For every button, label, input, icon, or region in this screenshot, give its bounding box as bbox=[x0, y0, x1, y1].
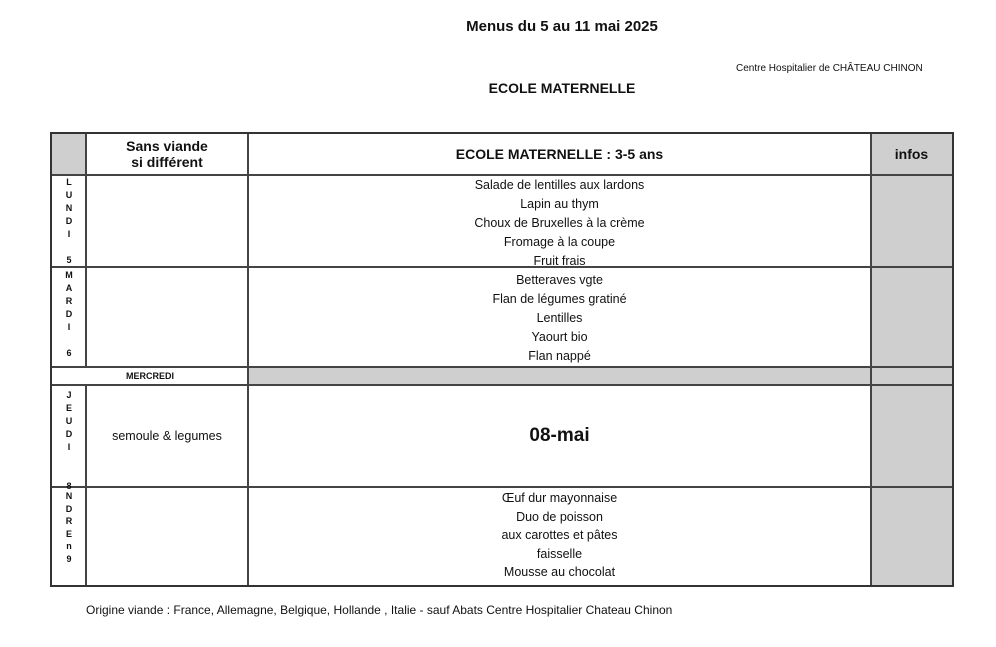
day-letter: D bbox=[65, 429, 73, 439]
day-letter: N bbox=[65, 491, 73, 501]
day-letter: R bbox=[65, 516, 73, 526]
header-infos: infos bbox=[894, 146, 929, 162]
day-letter: A bbox=[65, 283, 73, 293]
menu-item: Flan de légumes gratiné bbox=[492, 292, 627, 306]
menu-item: Flan nappé bbox=[528, 349, 591, 363]
day-number: 5 bbox=[66, 255, 72, 265]
day-letter: D bbox=[65, 503, 73, 514]
menu-item: Fromage à la coupe bbox=[503, 235, 616, 249]
day-letter: E bbox=[65, 528, 72, 539]
vendredi-alt bbox=[86, 488, 248, 585]
day-letter: M bbox=[65, 270, 73, 280]
vendredi-menu bbox=[248, 489, 871, 582]
day-number: 9 bbox=[66, 553, 72, 564]
mardi-alt bbox=[86, 268, 248, 366]
page-title: Menus du 5 au 11 mai 2025 bbox=[466, 18, 658, 35]
mercredi-grey-bar bbox=[248, 368, 871, 384]
mardi-menu bbox=[248, 271, 871, 366]
day-number: 8 bbox=[66, 481, 72, 491]
menu-item: Mousse au chocolat bbox=[503, 565, 616, 579]
day-lundi bbox=[52, 176, 86, 267]
header-main: ECOLE MATERNELLE : 3-5 ans bbox=[455, 146, 664, 162]
menu-item: aux carottes et pâtes bbox=[501, 528, 618, 542]
day-letter: I bbox=[67, 442, 71, 452]
day-letter: U bbox=[65, 416, 73, 426]
day-letter: I bbox=[67, 229, 71, 239]
menu-item: Œuf dur mayonnaise bbox=[501, 491, 618, 505]
menu-item: Duo de poisson bbox=[516, 509, 603, 524]
header-corner bbox=[52, 134, 86, 174]
day-letter: L bbox=[66, 177, 72, 187]
header-sans-viande: Sans viande si différent bbox=[126, 138, 208, 170]
day-mardi bbox=[52, 269, 86, 360]
menu-item: Lapin au thym bbox=[520, 197, 599, 211]
day-jeudi bbox=[52, 389, 86, 493]
jeudi-alt: semoule & legumes bbox=[112, 429, 222, 443]
menu-item: Salade de lentilles aux lardons bbox=[474, 178, 645, 192]
menu-table bbox=[50, 132, 954, 587]
day-letter: I bbox=[67, 322, 71, 332]
day-vendredi bbox=[52, 490, 86, 565]
lundi-alt bbox=[86, 176, 248, 266]
jeudi-main: 08-mai bbox=[529, 425, 590, 446]
day-letter: D bbox=[65, 309, 73, 319]
infos-column-bg bbox=[871, 174, 952, 585]
section-title: ECOLE MATERNELLE bbox=[488, 80, 636, 96]
hospital-name: Centre Hospitalier de CHÂTEAU CHINON bbox=[736, 63, 923, 74]
day-mercredi: MERCREDI bbox=[125, 371, 174, 381]
day-letter: R bbox=[65, 296, 73, 306]
menu-item: Fruit frais bbox=[533, 254, 586, 268]
day-number: 6 bbox=[66, 348, 72, 358]
day-letter: E bbox=[65, 403, 72, 413]
menu-item: faisselle bbox=[536, 546, 583, 561]
menu-item: Choux de Bruxelles à la crème bbox=[474, 216, 645, 230]
day-letter: N bbox=[65, 203, 73, 213]
lundi-menu bbox=[248, 176, 871, 271]
menu-item: Betteraves vgte bbox=[516, 273, 603, 287]
menu-item: Yaourt bio bbox=[531, 330, 588, 344]
day-letter: U bbox=[65, 190, 73, 200]
day-letter: J bbox=[66, 390, 72, 400]
meat-origin-note: Origine viande : France, Allemagne, Belgique, Hollande , Italie - sauf Abats Centre Hospitalier Chateau Chinon bbox=[86, 603, 673, 617]
col-divider bbox=[247, 134, 249, 174]
day-letter: n bbox=[66, 541, 72, 551]
menu-item: Lentilles bbox=[536, 311, 583, 325]
day-letter: D bbox=[65, 216, 73, 226]
